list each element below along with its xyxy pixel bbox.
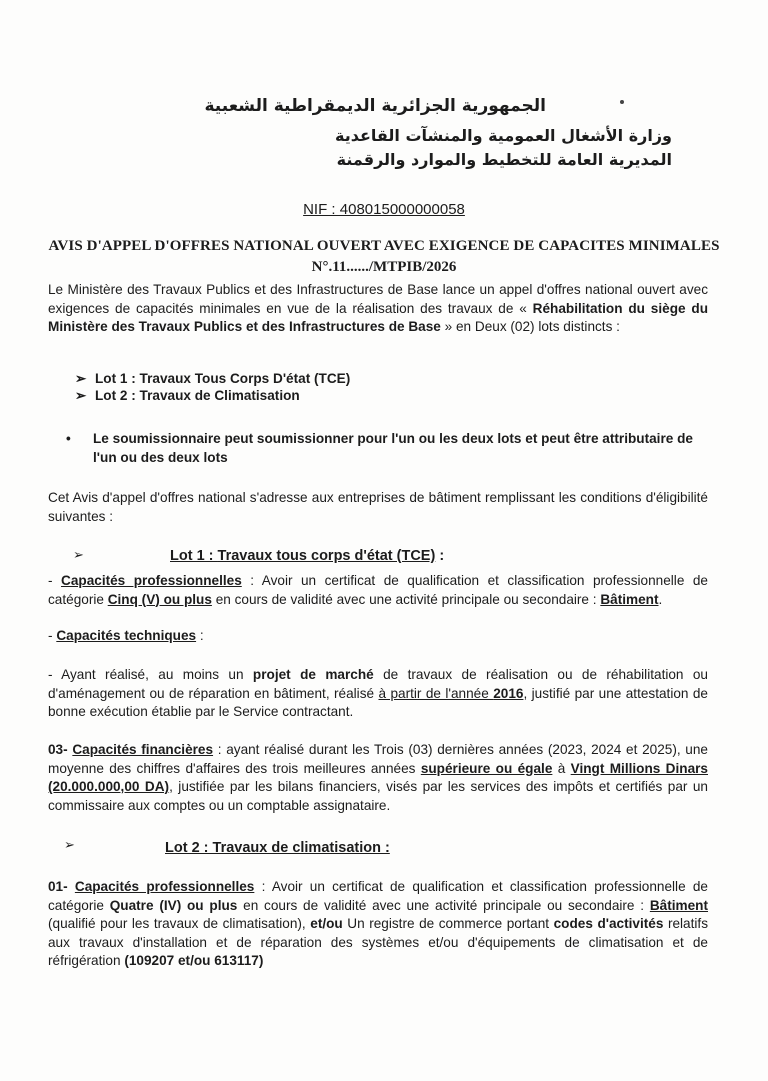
lot2-heading: Lot 2 : Travaux de climatisation :: [165, 840, 390, 856]
lot1-professional-capacities: - Capacités professionnelles : Avoir un certificat de qualification et classification professionnelle de catégorie Cinq (V) ou plus en cours de validité avec une activité principale ou secondaire : Bâtiment.: [48, 573, 708, 607]
lot1-financial-capacities: 03- Capacités financières : ayant réalisé durant les Trois (03) dernières années (2023, 2024 et 2025), une moyenne des chiffres d'affaires des trois meilleures années supérieure ou égale à Vingt Millions Dinars (20.000.000,00 DA), justifiée par les bilans financiers, visés par les services des impôts et certifiés par un commissaire aux comptes ou un comptable assignataire.: [48, 742, 708, 813]
lot2-professional-capacities: 01- Capacités professionnelles : Avoir un certificat de qualification et classification professionnelle de catégorie Quatre (IV) ou plus en cours de validité avec une activité principale ou secondaire : Bâtiment (qualifié pour les travaux de climatisation), et/ou Un registre de commerce portant codes d'activités relatifs aux travaux d'installation et de réparation des systèmes et/ou d'équipements de climatisation et de réfrigération (109207 et/ou 613117): [48, 879, 709, 968]
lot2-arrow-icon: ➢: [64, 838, 75, 853]
lot1-arrow-icon: ➢: [73, 548, 84, 563]
lot1-technical-capacities-label: - Capacités techniques :: [48, 628, 204, 643]
lot-list-item-1: ➢ Lot 1 : Travaux Tous Corps D'état (TCE): [75, 371, 351, 386]
notice-title: AVIS D'APPEL D'OFFRES NATIONAL OUVERT AVEC EXIGENCE DE CAPACITES MINIMALES: [48, 238, 720, 254]
lot1-technical-capacities-text: - Ayant réalisé, au moins un projet de marché de travaux de réalisation ou de réhabilitation ou d'aménagement ou de réparation en bâtiment, réalisé à partir de l'année 2016, justifié par une attestation de bonne exécution établie par le Service contractant.: [48, 667, 708, 719]
ink-speck: [620, 100, 624, 104]
lot1-heading: Lot 1 : Travaux tous corps d'état (TCE) :: [170, 548, 445, 564]
bullet-note: • Le soumissionnaire peut soumissionner pour l'un ou les deux lots et peut être attributaire de l'un ou des deux lots: [66, 431, 693, 465]
lot-list-item-2: ➢ Lot 2 : Travaux de Climatisation: [75, 388, 300, 403]
arabic-directorate-name: المديرية العامة للتخطيط والموارد والرقمنة: [336, 150, 672, 169]
intro-paragraph: Le Ministère des Travaux Publics et des Infrastructures de Base lance un appel d'offres national ouvert avec exigences de capacités minimales en vue de la réalisation des travaux de « Réhabilitation du siège du Ministère des Travaux Publics et des Infrastructures de Base » en Deux (02) lots distincts :: [48, 282, 709, 334]
arabic-republic-title: الجمهورية الجزائرية الديمقراطية الشعبية: [204, 96, 546, 116]
nif-number: NIF : 408015000000058: [303, 201, 465, 218]
notice-reference: N°.11....../MTPIB/2026: [311, 259, 457, 275]
arabic-ministry-name: وزارة الأشغال العمومية والمنشآت القاعدية: [334, 126, 672, 145]
eligibility-intro: Cet Avis d'appel d'offres national s'adresse aux entreprises de bâtiment remplissant les conditions d'éligibilité suivantes :: [48, 490, 708, 524]
